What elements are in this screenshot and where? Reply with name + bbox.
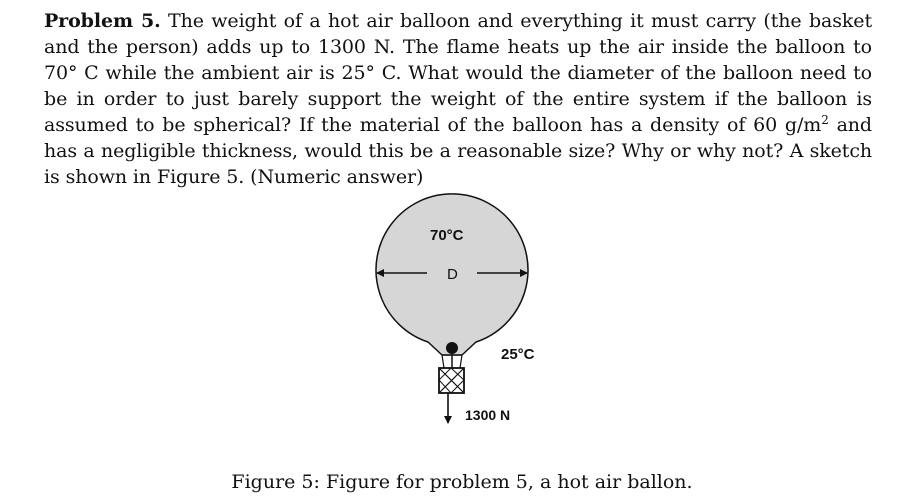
figure-caption: Figure 5: Figure for problem 5, a hot air ballon. <box>231 471 693 493</box>
diameter-label: D <box>447 266 458 283</box>
problem-heading: Problem 5. <box>44 10 161 32</box>
burner-flame <box>446 342 458 354</box>
balloon-sketch <box>345 180 560 445</box>
unit-exponent: 2 <box>821 113 829 127</box>
problem-statement <box>44 8 872 190</box>
balloon-figure <box>345 180 560 445</box>
problem-text-2: and has a negligible thickness, would this be a reasonable size? Why or why not? A sketch is shown in Figure 5. (Numeric answer) <box>44 114 872 188</box>
ambient-temp-label: 25°C <box>501 346 535 363</box>
problem-text-1: The weight of a hot air balloon and everything it must carry (the basket and the person) adds up to 1300 N. The flame heats up the air inside the balloon to 70° C while the ambient air is 25° C. What would the diameter of the balloon need to be in order to just barely support the weight of the entire system if the balloon is assumed to be spherical? If the material of the balloon has a density of 60 g/m <box>44 10 872 136</box>
weight-label: 1300 N <box>465 407 511 423</box>
inside-temp-label: 70°C <box>430 227 464 244</box>
basket <box>439 368 464 393</box>
